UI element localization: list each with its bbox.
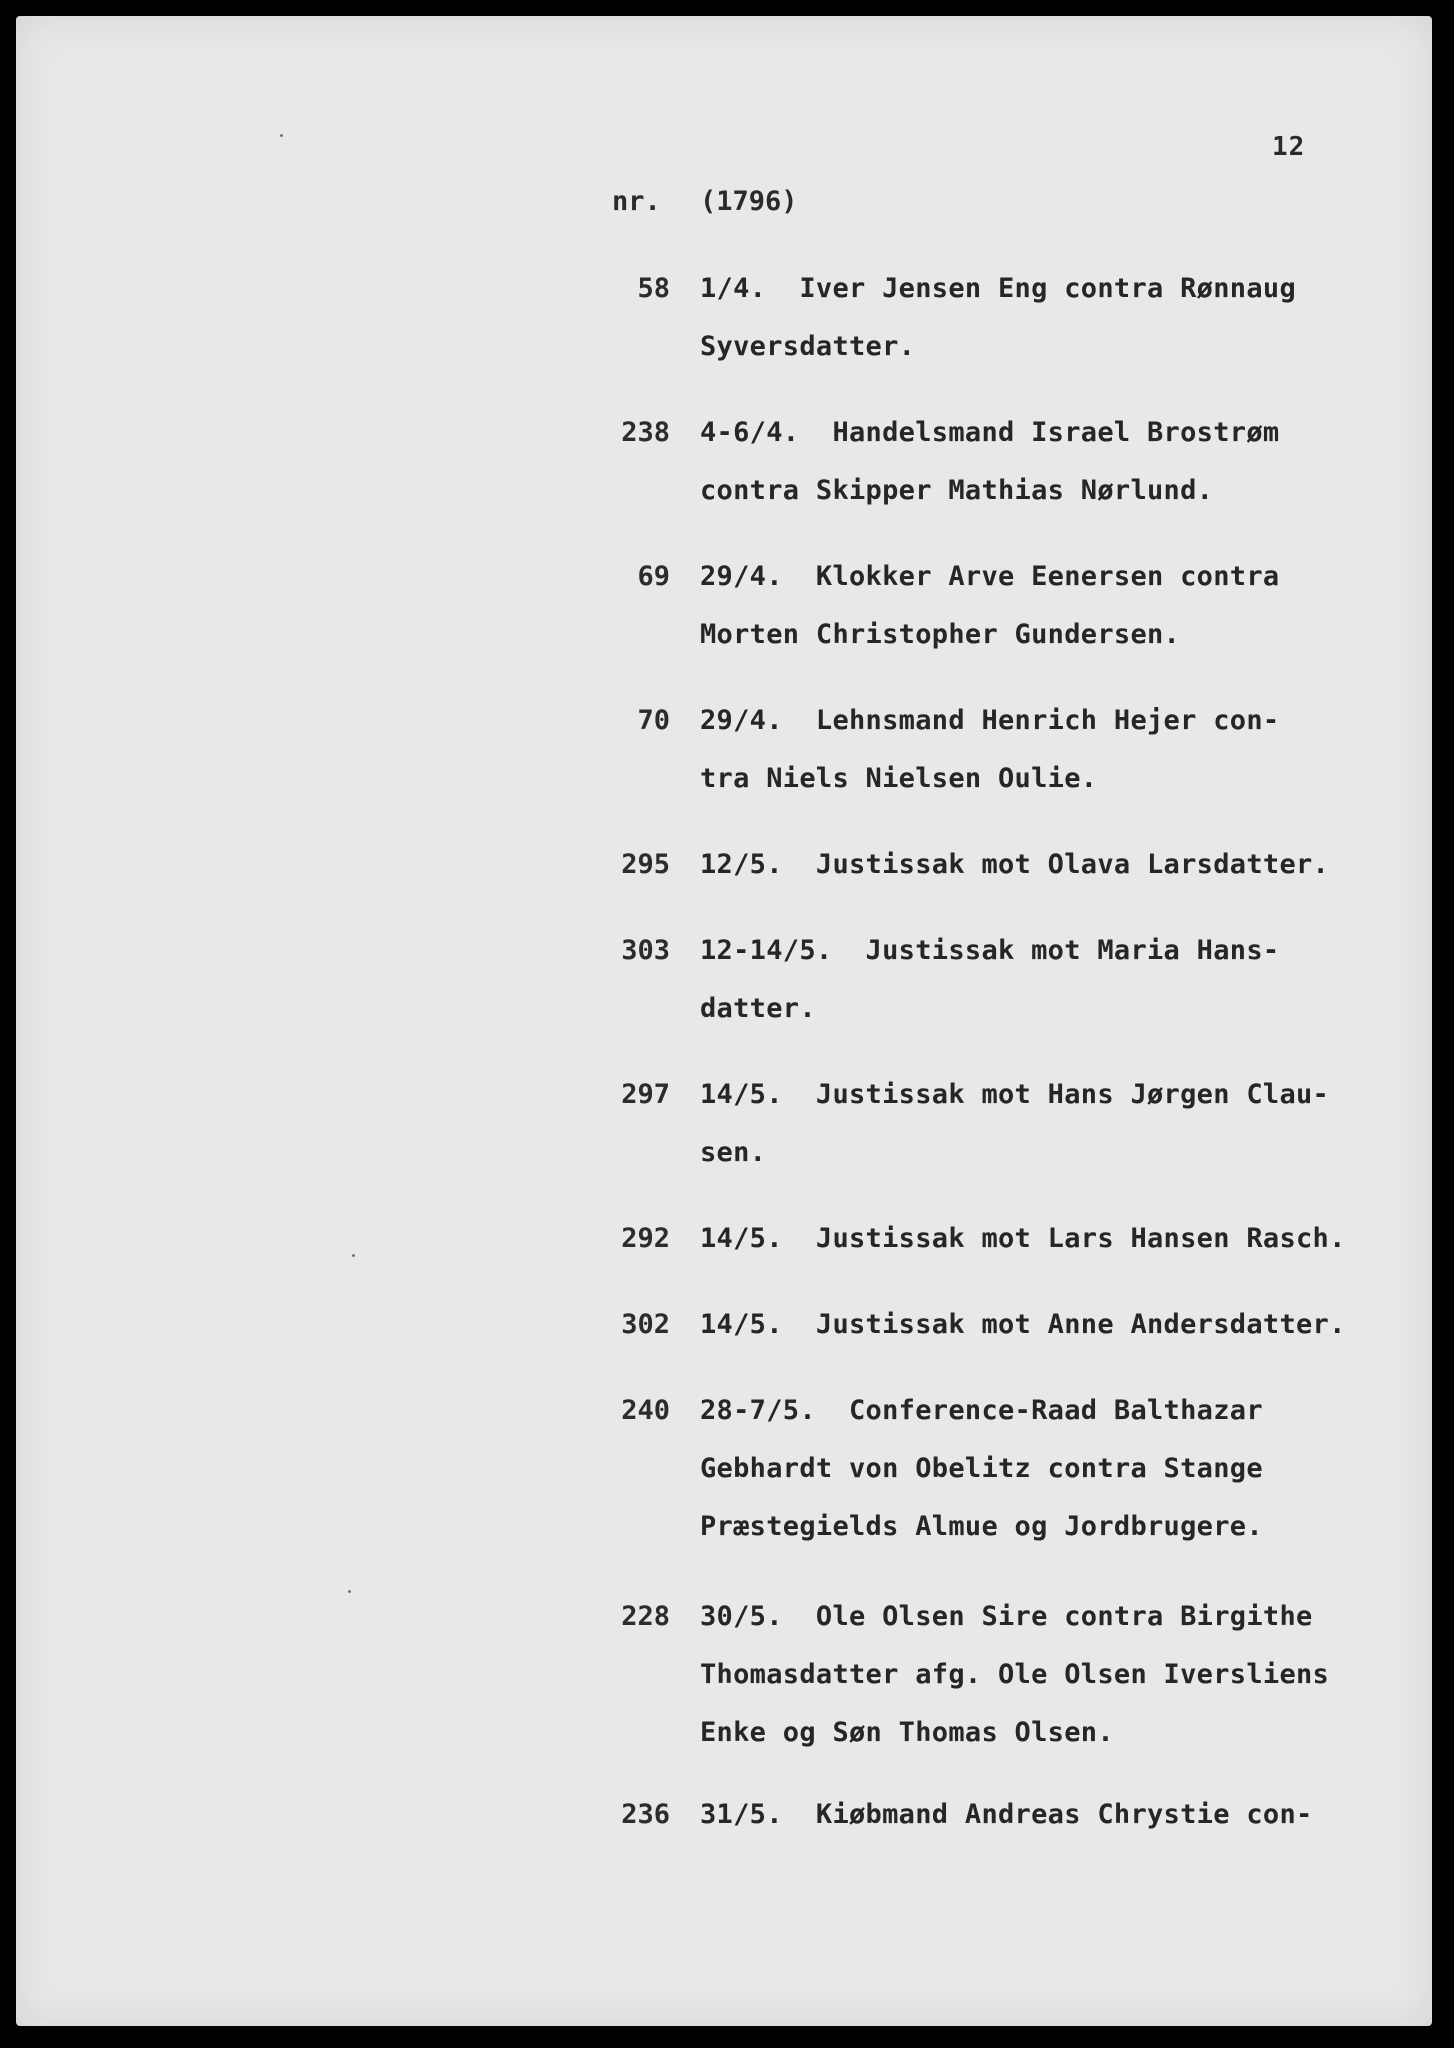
entry-line: 30/5. Ole Olsen Sire contra Birgithe xyxy=(700,1601,1313,1632)
entry-line: contra Skipper Mathias Nørlund. xyxy=(700,475,1214,506)
entry-text xyxy=(700,260,1400,376)
entry-number: 295 xyxy=(621,849,670,880)
entry-text xyxy=(700,1588,1400,1762)
entry-number: 302 xyxy=(621,1309,670,1340)
entry-text xyxy=(700,1786,1400,1844)
page-number: 12 xyxy=(1272,132,1306,162)
entry-line: 14/5. Justissak mot Lars Hansen Rasch. xyxy=(700,1223,1346,1254)
entry-line: 29/4. Klokker Arve Eenersen contra xyxy=(700,561,1280,592)
entry-number: 70 xyxy=(637,705,670,736)
header-year: (1796) xyxy=(700,186,798,217)
entry-text xyxy=(700,1210,1400,1268)
entry-line: 4-6/4. Handelsmand Israel Brostrøm xyxy=(700,417,1280,448)
header-nr: nr. xyxy=(612,186,661,217)
entry-line: 12-14/5. Justissak mot Maria Hans- xyxy=(700,935,1280,966)
entry-line: sen. xyxy=(700,1137,767,1168)
entry-line: Enke og Søn Thomas Olsen. xyxy=(700,1717,1114,1748)
entry-line: 14/5. Justissak mot Anne Andersdatter. xyxy=(700,1309,1346,1340)
entry-line: Morten Christopher Gundersen. xyxy=(700,619,1181,650)
entry-number: 303 xyxy=(621,935,670,966)
entry-number: 58 xyxy=(637,273,670,304)
entry-text xyxy=(700,1296,1400,1354)
entry-number: 292 xyxy=(621,1223,670,1254)
entry-text xyxy=(700,1382,1400,1556)
entry-line: Syversdatter. xyxy=(700,331,916,362)
entry-line: 28-7/5. Conference-Raad Balthazar xyxy=(700,1395,1263,1426)
entry-number: 228 xyxy=(621,1601,670,1632)
entry-text xyxy=(700,836,1400,894)
entry-line: 12/5. Justissak mot Olava Larsdatter. xyxy=(700,849,1330,880)
entry-number: 69 xyxy=(637,561,670,592)
entry-number: 236 xyxy=(621,1799,670,1830)
entry-number: 297 xyxy=(621,1079,670,1110)
entry-text xyxy=(700,1066,1400,1182)
entry-line: 31/5. Kiøbmand Andreas Chrystie con- xyxy=(700,1799,1313,1830)
entry-line: datter. xyxy=(700,993,816,1024)
entry-text xyxy=(700,692,1400,808)
entry-line: Thomasdatter afg. Ole Olsen Iversliens xyxy=(700,1659,1330,1690)
entry-line: 14/5. Justissak mot Hans Jørgen Clau- xyxy=(700,1079,1330,1110)
entry-line: 1/4. Iver Jensen Eng contra Rønnaug xyxy=(700,273,1296,304)
entry-line: Gebhardt von Obelitz contra Stange xyxy=(700,1453,1263,1484)
entry-line: tra Niels Nielsen Oulie. xyxy=(700,763,1098,794)
entry-text xyxy=(700,922,1400,1038)
entry-line: 29/4. Lehnsmand Henrich Hejer con- xyxy=(700,705,1280,736)
entry-number: 238 xyxy=(621,417,670,448)
entry-number: 240 xyxy=(621,1395,670,1426)
entry-line: Præstegields Almue og Jordbrugere. xyxy=(700,1511,1263,1542)
entry-text xyxy=(700,404,1400,520)
entry-text xyxy=(700,548,1400,664)
